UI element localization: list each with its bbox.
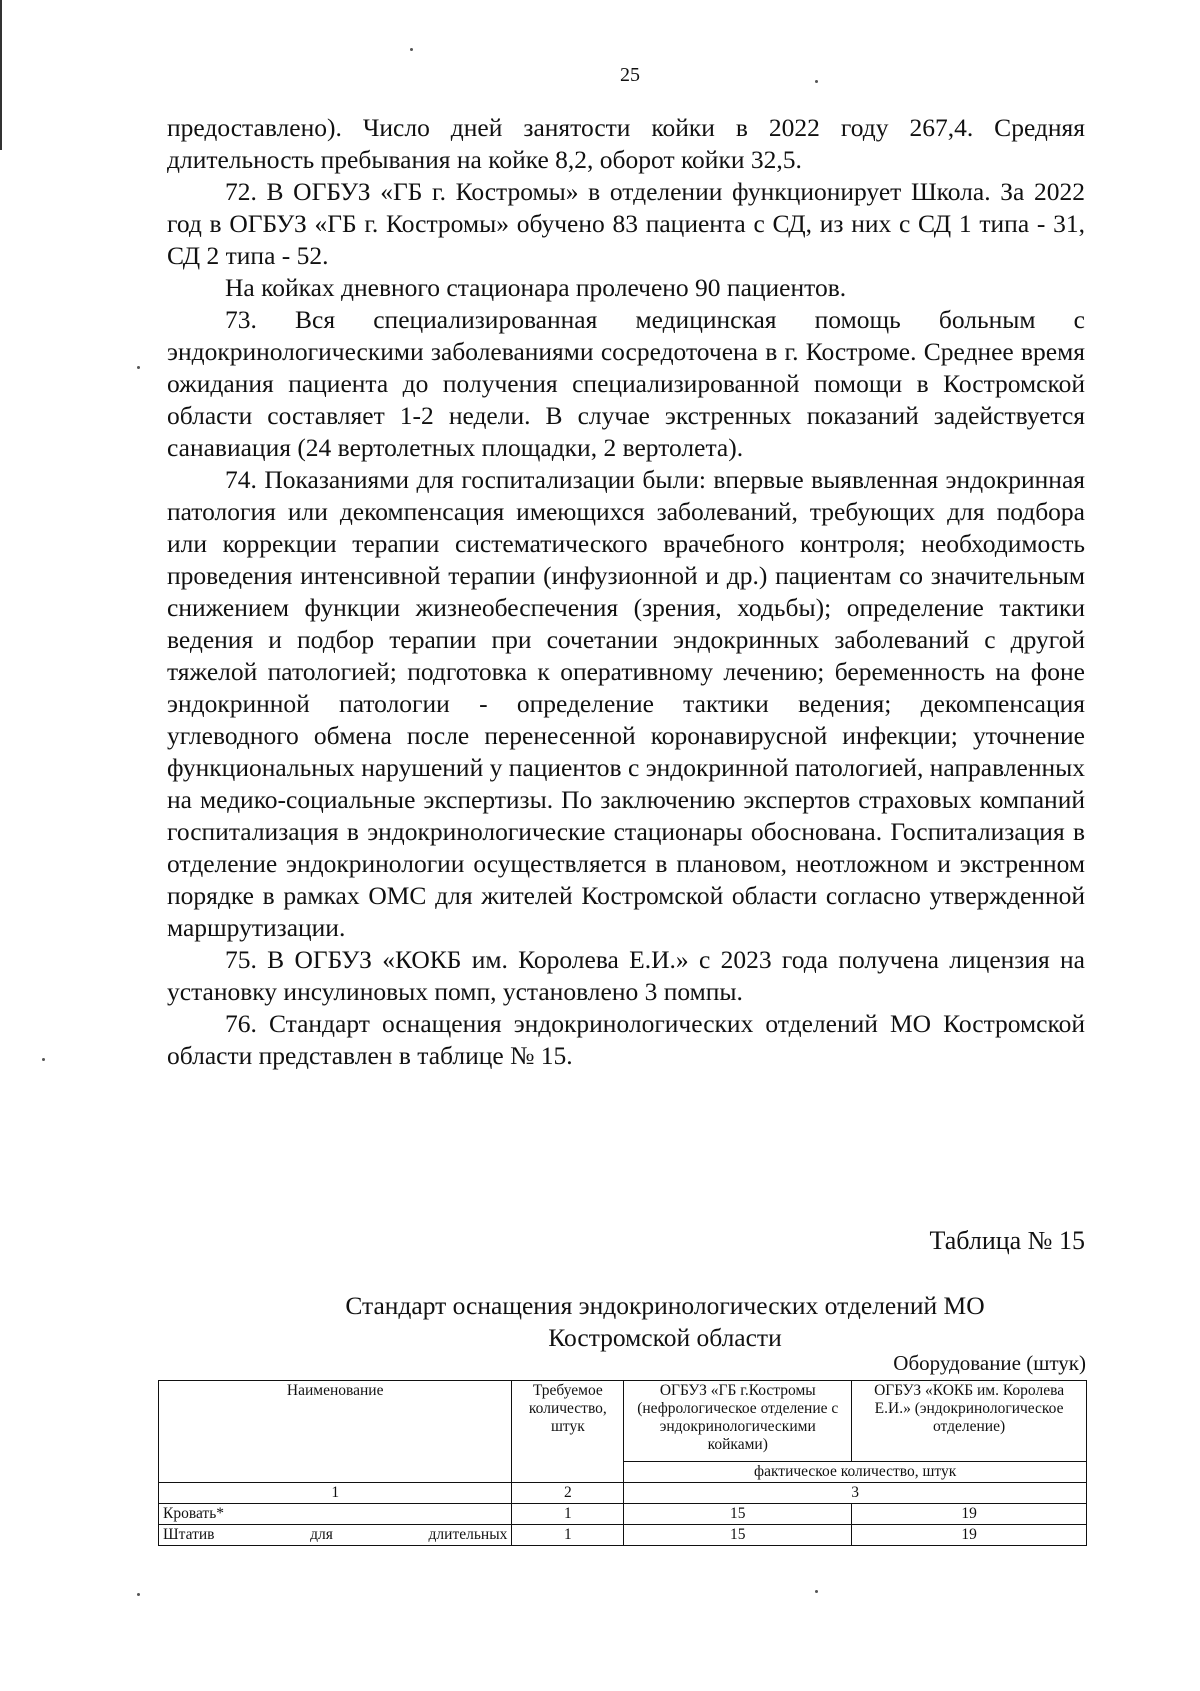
paragraph-continued: предоставлено). Число дней занятости койки в 2022 году 267,4. Средняя длительность пребывания на койке 8,2, оборот койки 32,5. bbox=[167, 113, 1085, 174]
paragraph-74: 74. Показаниями для госпитализации были: впервые выявленная эндокринная патология или декомпенсация имеющихся заболеваний, требующих для подбора или коррекции терапии систематического врачебного контроля; необходимость проведения интенсивной терапии (инфузионной и др.) пациентам со значительным снижением функции жизнеобеспечения (зрения, ходьбы); определение тактики ведения и подбор терапии при сочетании эндокринных заболеваний с другой тяжелой патологией; подготовка к оперативному лечению; беременность на фоне эндокринной патологии - определение тактики ведения; декомпенсация углеводного обмена после перенесенной коронавирусной инфекции; уточнение функциональных нарушений у пациентов с эндокринной патологией, направленных на медико-социальные экспертизы. По заключению экспертов страховых компаний госпитализация в эндокринологические стационары обоснована. Госпитализация в отделение эндокринологии осуществляется в плановом, неотложном и экстренном порядке в рамках ОМС для жителей Костромской области согласно утвержденной маршрутизации. bbox=[167, 465, 1085, 942]
table-header-row bbox=[159, 1381, 1087, 1462]
table-title: Стандарт оснащения эндокринологических отделений МО Костромской области bbox=[345, 1291, 985, 1352]
table-units: Оборудование (штук) bbox=[893, 1351, 1086, 1375]
header-required: Требуемое количество, штук bbox=[512, 1381, 624, 1483]
scan-speck bbox=[137, 366, 140, 369]
paragraph-75: 75. В ОГБУЗ «КОКБ им. Королева Е.И.» с 2023 года получена лицензия на установку инсулиновых помп, установлено 3 помпы. bbox=[167, 945, 1085, 1006]
cell-gb: 15 bbox=[624, 1504, 852, 1525]
scan-speck bbox=[815, 80, 818, 83]
cell-name: Штатив для длительных bbox=[159, 1525, 512, 1546]
cell-name: Кровать* bbox=[159, 1504, 512, 1525]
cell-required: 1 bbox=[512, 1504, 624, 1525]
header-name: Наименование bbox=[159, 1381, 512, 1483]
table-caption: Таблица № 15 bbox=[929, 1226, 1085, 1255]
scan-speck bbox=[410, 48, 413, 51]
paragraph-day-hospital: На койках дневного стационара пролечено 90 пациентов. bbox=[225, 273, 847, 302]
body-text bbox=[167, 112, 1085, 1072]
equipment-table bbox=[158, 1380, 1087, 1546]
paragraph-76: 76. Стандарт оснащения эндокринологических отделений МО Костромской области представлен в таблице № 15. bbox=[167, 1009, 1085, 1070]
paragraph-73: 73. Вся специализированная медицинская помощь больным с эндокринологическими заболеваниями сосредоточена в г. Костроме. Среднее время ожидания пациента до получения специализированной помощи в Костромской области составляет 1-2 недели. В случае экстренных показаний задействуется санавиация (24 вертолетных площадки, 2 вертолета). bbox=[167, 305, 1085, 462]
scan-speck bbox=[42, 1058, 45, 1061]
table-row bbox=[159, 1504, 1087, 1525]
scan-speck bbox=[815, 1590, 818, 1593]
table-row bbox=[159, 1525, 1087, 1546]
table-number-row bbox=[159, 1483, 1087, 1504]
header-gb: ОГБУЗ «ГБ г.Костромы (нефрологическое отделение с эндокринологическими койками) bbox=[624, 1381, 852, 1462]
cell-kokb: 19 bbox=[852, 1525, 1087, 1546]
cell-required: 1 bbox=[512, 1525, 624, 1546]
column-number: 1 bbox=[159, 1483, 512, 1504]
page-number: 25 bbox=[620, 64, 640, 86]
scan-speck bbox=[137, 1593, 140, 1596]
column-number: 3 bbox=[624, 1483, 1087, 1504]
paragraph-72: 72. В ОГБУЗ «ГБ г. Костромы» в отделении функционирует Школа. За 2022 год в ОГБУЗ «ГБ г. Костромы» обучено 83 пациента с СД, из них с СД 1 типа - 31, СД 2 типа - 52. bbox=[167, 177, 1085, 270]
cell-kokb: 19 bbox=[852, 1504, 1087, 1525]
column-number: 2 bbox=[512, 1483, 624, 1504]
cell-gb: 15 bbox=[624, 1525, 852, 1546]
header-actual: фактическое количество, штук bbox=[624, 1462, 1087, 1483]
header-kokb: ОГБУЗ «КОКБ им. Королева Е.И.» (эндокринологическое отделение) bbox=[852, 1381, 1087, 1462]
